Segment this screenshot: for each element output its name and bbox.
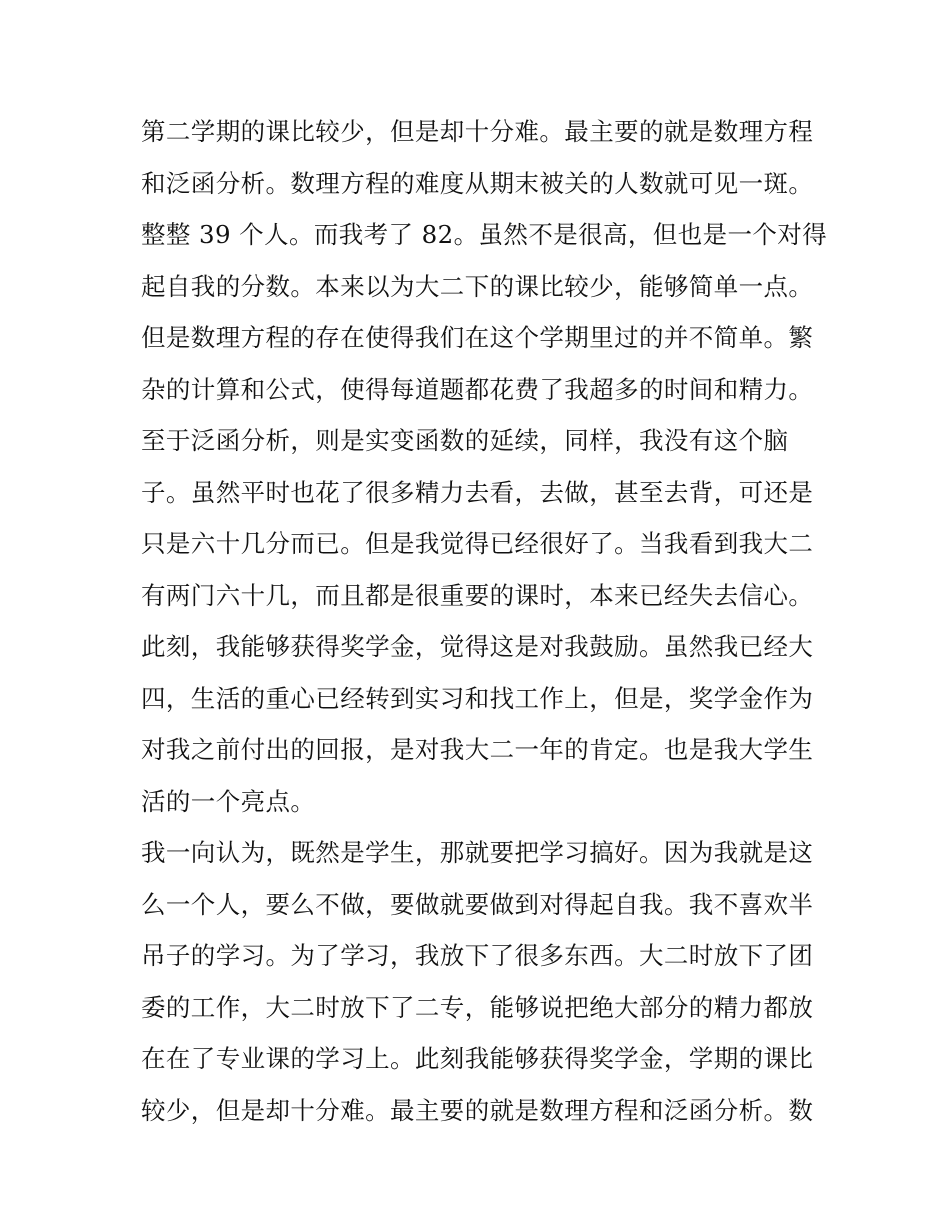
text-line: 只是六十几分而已。但是我觉得已经很好了。当我看到我大二	[141, 529, 814, 558]
text-line: 么一个人，要么不做，要做就要做到对得起自我。我不喜欢半	[141, 889, 814, 919]
text-line: 对我之前付出的回报，是对我大二一年的肯定。也是我大学生	[141, 735, 814, 764]
text-line: 但是数理方程的存在使得我们在这个学期里过的并不简单。繁	[141, 323, 814, 352]
text-line: 我一向认为，既然是学生，那就要把学习搞好。因为我就是这	[141, 838, 814, 867]
text-line: 较少，但是却十分难。最主要的就是数理方程和泛函分析。数	[141, 1095, 814, 1125]
text-line: 整整 39 个人。而我考了 82。虽然不是很高，但也是一个对得	[141, 220, 828, 249]
text-line: 四，生活的重心已经转到实习和找工作上，但是，奖学金作为	[141, 683, 814, 713]
text-line: 吊子的学习。为了学习，我放下了很多东西。大二时放下了团	[141, 941, 814, 970]
text-line: 子。虽然平时也花了很多精力去看，去做，甚至去背，可还是	[141, 477, 814, 507]
text-line: 起自我的分数。本来以为大二下的课比较少，能够简单一点。	[141, 271, 814, 301]
text-line: 此刻，我能够获得奖学金，觉得这是对我鼓励。虽然我已经大	[141, 632, 814, 661]
text-line: 活的一个亮点。	[141, 786, 316, 816]
text-line: 委的工作，大二时放下了二专，能够说把绝大部分的精力都放	[141, 992, 814, 1022]
text-line: 有两门六十几，而且都是很重要的课时，本来已经失去信心。	[141, 580, 814, 610]
text-line: 和泛函分析。数理方程的难度从期末被关的人数就可见一斑。	[141, 168, 814, 198]
text-line: 至于泛函分析，则是实变函数的延续，同样，我没有这个脑	[141, 426, 789, 455]
text-line: 杂的计算和公式，使得每道题都花费了我超多的时间和精力。	[141, 374, 814, 404]
body-text	[141, 106, 828, 1136]
text-line: 在在了专业课的学习上。此刻我能够获得奖学金，学期的课比	[141, 1044, 814, 1073]
text-line: 第二学期的课比较少，但是却十分难。最主要的就是数理方程	[141, 117, 814, 146]
